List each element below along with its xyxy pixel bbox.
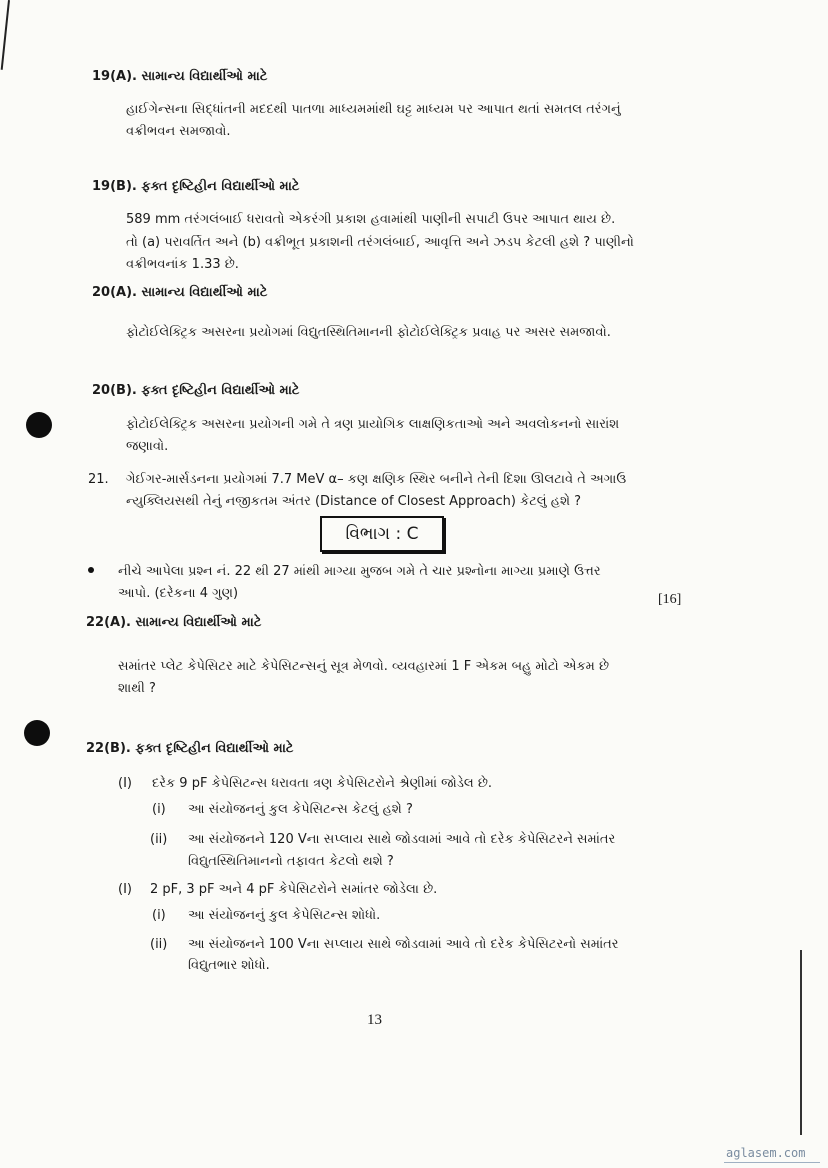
q20a-heading: 20(A). સામાન્ય વિદ્યાર્થીઓ માટે: [92, 285, 268, 300]
q22b-heading: 22(B). ફક્ત દૃષ્ટિહીન વિદ્યાર્થીઓ માટે: [86, 741, 294, 756]
punch-hole-bottom: [24, 720, 50, 746]
punch-hole-top: [26, 412, 52, 438]
q22b-part2-sub2-line-2: વિદ્યુતભાર શોધો.: [188, 958, 270, 973]
q21-line-2: ન્યુક્લિયસથી તેનું નજીકતમ અંતર (Distance of Closest Approach) કેટલું હશે ?: [126, 494, 582, 509]
instruction-marks: [16]: [658, 592, 682, 607]
q20a-line-1: ફોટોઈલેક્ટ્રિક અસરના પ્રયોગમાં વિદ્યુતસ્થિતિમાનની ફોટોઈલેક્ટ્રિક પ્રવાહ પર અસર સમજાવો.: [126, 325, 611, 340]
q22b-part2-sub2-line-1: આ સંયોજનને 100 Vના સપ્લાય સાથે જોડવામાં આવે તો દરેક કેપેસિટરનો સમાંતર: [188, 937, 619, 952]
q22b-part2-number: (I): [118, 882, 132, 897]
q22b-part2-sub1-line-1: આ સંયોજનનું કુલ કેપેસિટન્સ શોધો.: [188, 908, 381, 923]
instruction-line-2: આપો. (દરેકના 4 ગુણ): [118, 586, 239, 601]
q22b-part2-text: 2 pF, 3 pF અને 4 pF કેપેસિટરોને સમાંતર જોડેલા છે.: [150, 882, 438, 897]
q20b-line-2: જણાવો.: [126, 439, 169, 454]
q22a-line-1: સમાંતર પ્લેટ કેપેસિટર માટે કેપેસિટન્સનું સૂત્ર મેળવો. વ્યવહારમાં 1 F એકમ બહુ મોટો એકમ છે: [118, 659, 610, 674]
q22a-line-2: શાથી ?: [118, 681, 156, 696]
q19a-heading: 19(A). સામાન્ય વિદ્યાર્થીઓ માટે: [92, 69, 268, 84]
watermark-link[interactable]: aglasem.com: [726, 1146, 806, 1160]
q21-line-1: ગેઈગર-માર્સડનના પ્રયોગમાં 7.7 MeV α– કણ ક્ષણિક સ્થિર બનીને તેની દિશા ઊલટાવે તે અગાઉ: [126, 472, 627, 487]
q21-number: 21.: [88, 472, 109, 487]
q19a-line-2: વક્રીભવન સમજાવો.: [126, 124, 231, 139]
q22b-part2-sub1-number: (i): [152, 908, 166, 923]
q19b-line-1: 589 mm તરંગલંબાઈ ધરાવતો એકરંગી પ્રકાશ હવામાંથી પાણીની સપાટી ઉપર આપાત થાય છે.: [126, 212, 616, 227]
watermark-underline: [724, 1162, 820, 1163]
scan-margin-line: [800, 950, 802, 1135]
q22b-part1-sub2-line-1: આ સંયોજનને 120 Vના સપ્લાય સાથે જોડવામાં આવે તો દરેક કેપેસિટરને સમાંતર: [188, 832, 616, 847]
q19b-heading: 19(B). ફક્ત દૃષ્ટિહીન વિદ્યાર્થીઓ માટે: [92, 179, 300, 194]
instruction-line-1: નીચે આપેલા પ્રશ્ન નં. 22 થી 27 માંથી માગ્યા મુજબ ગમે તે ચાર પ્રશ્નોના માગ્યા પ્રમાણે ઉત્તર: [118, 564, 601, 579]
q19a-line-1: હાઈગેન્સના સિદ્ધાંતની મદદથી પાતળા માધ્યમમાંથી ઘટ્ટ માધ્યમ પર આપાત થતાં સમતલ તરંગનું: [126, 102, 621, 117]
q22b-part1-number: (I): [118, 776, 132, 791]
q22b-part1-sub1-number: (i): [152, 802, 166, 817]
section-c-box: [320, 516, 444, 552]
instruction-bullet: [88, 567, 94, 573]
q22b-part1-sub1-line-1: આ સંયોજનનું કુલ કેપેસિટન્સ કેટલું હશે ?: [188, 802, 413, 817]
q20b-line-1: ફોટોઈલેક્ટ્રિક અસરના પ્રયોગની ગમે તે ત્રણ પ્રાયોગિક લાક્ષણિકતાઓ અને અવલોકનનો સારાંશ: [126, 417, 620, 432]
scan-edge-line: [1, 0, 10, 70]
q19b-line-3: વક્રીભવનાંક 1.33 છે.: [126, 257, 239, 272]
q22a-heading: 22(A). સામાન્ય વિદ્યાર્થીઓ માટે: [86, 615, 262, 630]
q20b-heading: 20(B). ફક્ત દૃષ્ટિહીન વિદ્યાર્થીઓ માટે: [92, 383, 300, 398]
q22b-part2-sub2-number: (ii): [150, 937, 168, 952]
q22b-part1-sub2-line-2: વિદ્યુતસ્થિતિમાનનો તફાવત કેટલો થશે ?: [188, 854, 394, 869]
page-number: 13: [367, 1012, 382, 1028]
q19b-line-2: તો (a) પરાવર્તિત અને (b) વક્રીભૂત પ્રકાશની તરંગલંબાઈ, આવૃત્તિ અને ઝડપ કેટલી હશે ? પાણીનો: [126, 235, 634, 250]
q22b-part1-sub2-number: (ii): [150, 832, 168, 847]
q22b-part1-text: દરેક 9 pF કેપેસિટન્સ ધરાવતા ત્રણ કેપેસિટરોને શ્રેણીમાં જોડેલ છે.: [152, 776, 493, 791]
section-c-label: વિભાગ : C: [345, 524, 419, 544]
